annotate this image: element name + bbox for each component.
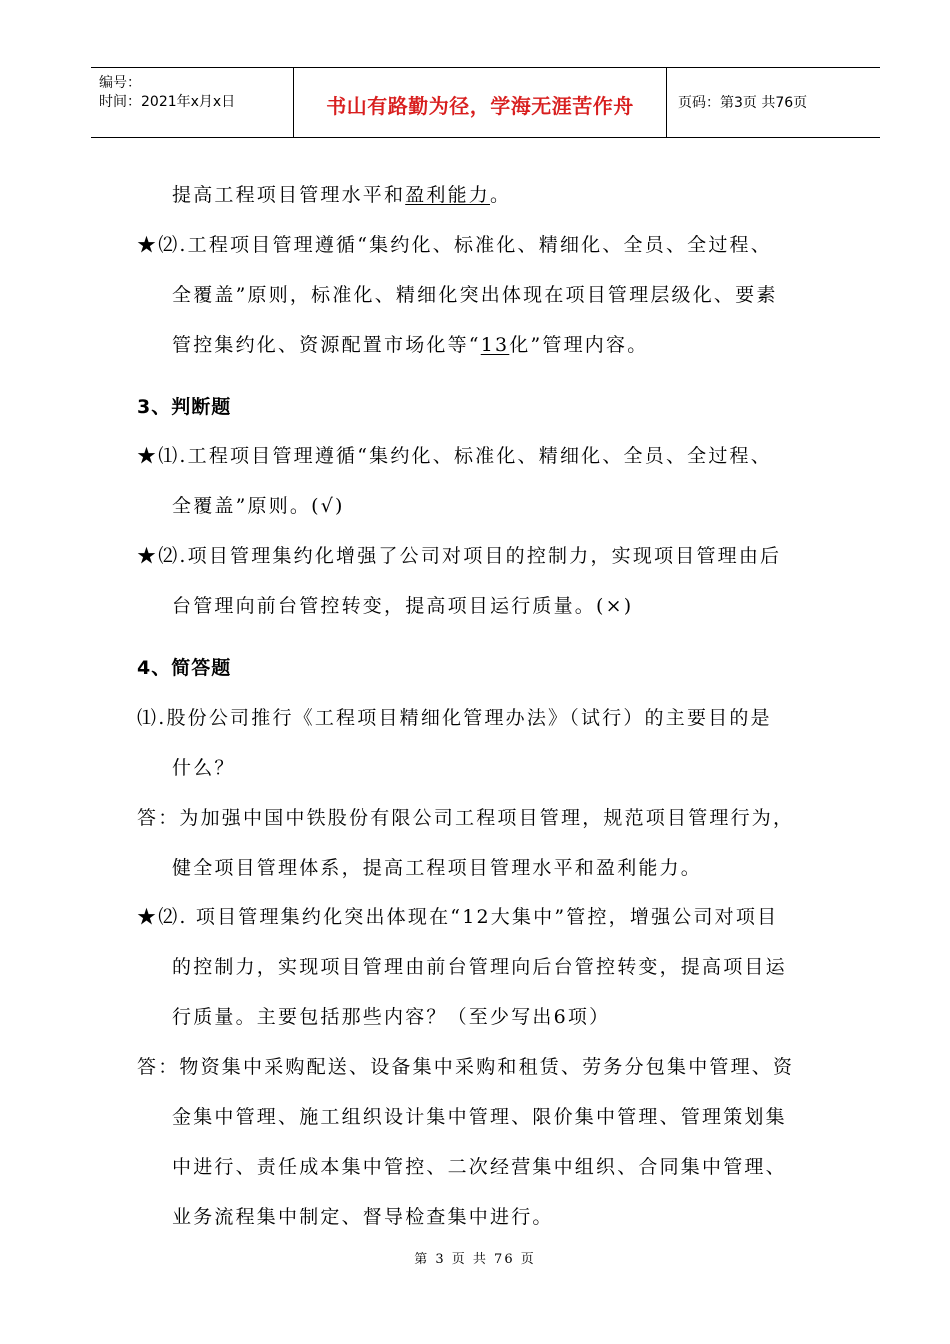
header-meta-cell [91, 68, 293, 137]
question-line: ★⑵. 项目管理集约化突出体现在“12大集中”管控，增强公司对项目 [137, 906, 779, 928]
page-header-table [91, 67, 880, 138]
question-line: 的控制力，实现项目管理由前台管理向后台管控转变，提高项目运 [172, 956, 787, 978]
underlined-text: 13 [480, 334, 510, 356]
section-heading-short-answer: 4、简答题 [137, 657, 232, 679]
paragraph-line: 提高工程项目管理水平和盈利能力。 [172, 184, 512, 206]
code-label: 编号： [99, 75, 141, 91]
answer-line: 金集中管理、施工组织设计集中管理、限价集中管理、管理策划集 [172, 1106, 787, 1128]
page-footer: 第 3 页 共 76 页 [414, 1252, 536, 1267]
question-line: ★⑴.工程项目管理遵循“集约化、标准化、精细化、全员、全过程、 [137, 445, 772, 467]
paragraph-line: ★⑵.工程项目管理遵循“集约化、标准化、精细化、全员、全过程、 [137, 234, 772, 256]
question-line: 什么？ [172, 757, 236, 779]
answer-line: 答：物资集中采购配送、设备集中采购和租赁、劳务分包集中管理、资 [137, 1056, 795, 1078]
answer-line: 答：为加强中国中铁股份有限公司工程项目管理，规范项目管理行为， [137, 807, 795, 829]
header-motto-cell [293, 68, 667, 137]
question-line: ★⑵.项目管理集约化增强了公司对项目的控制力，实现项目管理由后 [137, 545, 782, 567]
question-line: 行质量。主要包括那些内容？（至少写出6项） [172, 1006, 611, 1028]
motto-text: 书山有路勤为径，学海无涯苦作舟 [326, 94, 634, 118]
time-label: 时间：2021年x月x日 [99, 94, 236, 110]
answer-line: 中进行、责任成本集中管控、二次经营集中组织、合同集中管理、 [172, 1156, 787, 1178]
underlined-text: 盈利能力 [405, 184, 491, 206]
question-line: 全覆盖”原则。(√) [172, 495, 345, 517]
answer-line: 健全项目管理体系，提高工程项目管理水平和盈利能力。 [172, 857, 703, 879]
section-heading-judgement: 3、判断题 [137, 396, 232, 418]
question-line: 台管理向前台管控转变，提高项目运行质量。(×) [172, 595, 634, 617]
paragraph-line: 全覆盖”原则，标准化、精细化突出体现在项目管理层级化、要素 [172, 284, 778, 306]
paragraph-line: 管控集约化、资源配置市场化等“13化”管理内容。 [172, 334, 649, 356]
answer-line: 业务流程集中制定、督导检查集中进行。 [172, 1206, 554, 1228]
header-page-cell [666, 68, 880, 137]
question-line: ⑴.股份公司推行《工程项目精细化管理办法》（试行）的主要目的是 [137, 707, 772, 729]
page-label: 页码：第3页 共76页 [678, 95, 808, 111]
